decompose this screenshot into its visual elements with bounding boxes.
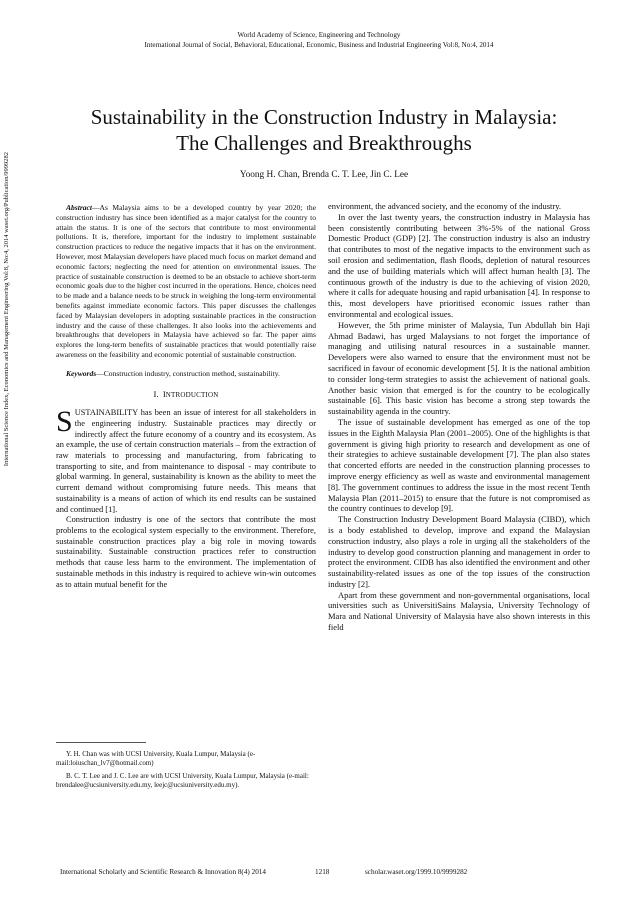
section-title-rest: NTRODUCTION — [165, 390, 219, 399]
right-paragraph-2: However, the 5th prime minister of Malaysia, Tun Abdullah bin Haji Ahmad Badawi, has urged Malaysians to not forget the importance of managing and utilising natural resources in a sustainable manner. Developers were also warned to ensure that the environment must not be sacrificed in favour of economic development [5]. It is the national ambition to consider long-term strategies to assist the achievement of national goals. Another basic vision that emerged is for the country to be ecologically sustainable [6]. This basic vision has become a strong step towards the sustainability agenda in the country. — [328, 319, 590, 417]
intro-paragraph-1 — [56, 405, 316, 515]
intro-paragraph-2: Construction industry is one of the sectors that contribute the most problems to the ecological system especially to the environment. Therefore, sustainable construction practices play a big role in moving towards sustainability. Sustainable construction practices refer to construction methods that cause less harm to the environment. The implementation of sustainable methods in this industry is required to achieve win-win outcomes as to attain mutual benefit for the — [56, 515, 316, 589]
footer-page-number: 1218 — [315, 868, 330, 876]
side-index-text: International Science Index, Economics and Management Engineering Vol:8, No:4, 2014 waset.org/Publication/9999282 — [3, 151, 10, 467]
footnotes — [56, 750, 316, 791]
section-heading-introduction — [56, 389, 316, 401]
section-title-first: I — [162, 388, 166, 399]
right-column — [328, 201, 590, 633]
footnote-rule — [56, 742, 146, 743]
journal-header — [0, 30, 638, 50]
right-paragraph-5: Apart from these government and non-governmental organisations, local universities such as UniversitiSains Malaysia, University Technology of Mara and National University of Malaysia have also shown interests in this field — [328, 589, 590, 633]
section-number: I. — [153, 388, 159, 399]
drop-cap: S — [56, 405, 73, 439]
abstract — [56, 203, 316, 360]
footnote-2: B. C. T. Lee and J. C. Lee are with UCSI University, Kuala Lumpur, Malaysia (e-mail: brendalee@ucsiuniversity.edu.my, leejc@ucsiuniversity.edu.my). — [56, 771, 309, 790]
title-line-1: Sustainability in the Construction Industry in Malaysia: — [90, 105, 558, 129]
footnote-1: Y. H. Chan was with UCSI University, Kuala Lumpur, Malaysia (e-mail:loiuschan_lv7@hotmail.com) — [56, 750, 256, 768]
abstract-text: —As Malaysia aims to be a developed country by year 2020; the construction industry has since been identified as a major catalyst for the country to attain the status. It is one of the sectors that contribute to most environmental pollutions. It is, therefore, important for the industry to implement sustainable construction practices to reduce the negative impacts that it has on the environment. However, most Malaysian developers have placed much focus on market demand and economic factors; neglecting the need for attention on environmental issues. The practice of sustainable construction is deemed to be an obstacle to achieve short-term economic goals due to the higher cost incurred in the operations. Hence, choices need to be made and a balance needs to be struck in weighing the long-term environmental benefits against immediate economic factors. This paper discusses the challenges faced by Malaysian developers in adopting sustainable practices in the construction industry and the cause of these challenges. It also looks into the achievements and breakthroughs that developers in Malaysia have achieved so far. The paper aims explores the long-term benefits of sustainable practices that would potentially raise awareness on the feasibility and economic potential of sustainable construction. — [56, 203, 316, 359]
right-paragraph-1: In over the last twenty years, the construction industry in Malaysia has been consistently contributing between 3%-5% of the national Gross Domestic Product (GDP) [2]. The construction industry is also an industry that contributes to most of the negative impacts to the environment such as soil erosion and sedimentation, flash floods, depletion of natural resources and the use of building materials which will affect human health [3]. The continuous growth of the industry is due to the achieving of vision 2020, where it calls for adequate housing and rapid urbanisation [4]. In response to this, most developers have prioritised economic issues rather than environmental and ecological issues. — [328, 211, 590, 319]
keywords-label: Keywords — [66, 368, 97, 378]
right-paragraph-4: The Construction Industry Development Board Malaysia (CIBD), which is a body established to develop, improve and expand the Malaysian construction industry, also plays a role in urging all the stakeholders of the industry to develop good construction planning and management in order to protect the environment. CIDB has also identified the environment and other sustainability-related issues as one of the top issues of the construction industry [2]. — [328, 514, 590, 589]
paper-title — [50, 104, 598, 156]
abstract-label: Abstract — [66, 203, 92, 212]
right-paragraph-3: The issue of sustainable development has emerged as one of the top issues in the Eighth Malaysia Plan (2001–2005). One of the highlights is that government is giving high priority to research and development as one of their strategies to achieve sustainable development [7]. The plan also states that concerted efforts are needed in the construction planning processes to improve energy efficiency as well as waste and environmental management [8]. The government continues to address the issue in the most recent Tenth Malaysia Plan (2011–2015) to ensure that the future is not compromised as the country continues to develop [9]. — [328, 416, 590, 514]
header-line-1: World Academy of Science, Engineering and Technology — [237, 31, 401, 39]
right-paragraph-0: environment, the advanced society, and the economy of the industry. — [328, 201, 562, 211]
keywords — [56, 369, 316, 379]
footer-journal: International Scholarly and Scientific Research & Innovation 8(4) 2014 — [60, 868, 266, 876]
header-line-2: International Journal of Social, Behavioral, Educational, Economic, Business and Industrial Engineering Vol:8, No:4, 2014 — [144, 41, 494, 49]
keywords-text: —Construction industry, construction method, sustainability. — [96, 368, 280, 378]
author-list: Yoong H. Chan, Brenda C. T. Lee, Jin C. Lee — [239, 170, 409, 180]
intro-p1-text: has been an issue of interest for all stakeholders in the engineering industry. Sustainable practices may directly or indirectly affect the future economy of a country and its ecosystem. As an example, the use of certain construction materials – from the extraction of raw materials to processing and manufacturing, from fabricating to transporting to site, and from maintenance to disposal - may contribute to global warming. In general, sustainability is known as the ability to meet the current demand without compromising future needs. This means that sustainability is a means of action of which its end results can be sustained and continued [1]. — [56, 408, 316, 514]
title-line-2: The Challenges and Breakthroughs — [176, 131, 472, 155]
left-column — [56, 203, 316, 590]
intro-lead-word: USTAINABILITY — [74, 408, 138, 418]
footer-doi-link[interactable]: scholar.waset.org/1999.10/9999282 — [365, 868, 468, 876]
